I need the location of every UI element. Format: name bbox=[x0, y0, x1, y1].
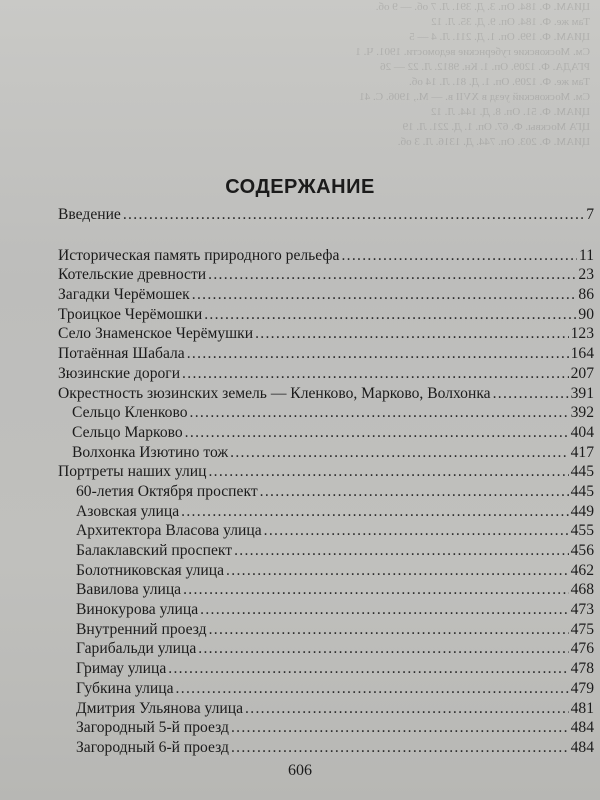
dot-leader bbox=[230, 443, 568, 463]
dot-leader bbox=[226, 561, 569, 581]
toc-entry bbox=[58, 541, 594, 561]
dot-leader bbox=[341, 246, 577, 266]
toc-entry bbox=[58, 364, 594, 384]
dot-leader bbox=[198, 639, 568, 659]
toc-entry-page: 392 bbox=[570, 404, 594, 422]
toc-entry-page: 404 bbox=[570, 423, 594, 441]
dot-leader bbox=[192, 285, 577, 305]
toc-entry-title: Загородный 6-й проезд bbox=[76, 738, 229, 756]
toc-entry-page: 478 bbox=[570, 660, 594, 678]
toc-entry-page: 455 bbox=[570, 522, 594, 540]
toc-entry bbox=[58, 482, 594, 502]
toc-entry-title: Загородный 5-й проезд bbox=[76, 719, 229, 737]
dot-leader bbox=[231, 738, 569, 758]
toc-entry-title: Гарибальди улица bbox=[76, 640, 197, 658]
dot-leader bbox=[181, 502, 568, 522]
dot-leader bbox=[183, 580, 569, 600]
toc-entry-title: Котельские древности bbox=[58, 266, 207, 284]
toc-entry-page: 481 bbox=[570, 699, 594, 717]
toc-entry-title: Архитектора Власова улица bbox=[76, 522, 262, 540]
toc-entry bbox=[58, 502, 594, 522]
toc-entry bbox=[58, 718, 594, 738]
toc-entry bbox=[58, 423, 594, 443]
dot-leader bbox=[245, 699, 569, 719]
toc-entry bbox=[58, 305, 594, 325]
toc-entry-page: 23 bbox=[578, 266, 594, 284]
toc-entry bbox=[58, 699, 594, 719]
table-of-contents bbox=[58, 205, 594, 758]
toc-entry bbox=[58, 403, 594, 423]
dot-leader bbox=[200, 600, 568, 620]
toc-entry-title: Историческая память природного рельефа bbox=[58, 246, 340, 264]
page-title: СОДЕРЖАНИЕ bbox=[225, 176, 375, 199]
toc-entry bbox=[58, 344, 594, 364]
toc-entry-title: Сельцо Кленково bbox=[72, 404, 188, 422]
show-through-text: ЦИАМ. Ф. 184. Оп. 3. Д. 391. Л. 7 об. — 9 об. Там же. Ф. 184. Оп. 9. Д. 35. Л. 12 ЦИАМ. Ф. 199. Оп. 1. Д. 211. Л. 4 — 5 См. Московские губернские ведомости. 1901. Ч. 1 РГАДА. Ф. 1209. Оп. 1. Кн. 9812. Л. 22 — 26 Там же. Ф. 1209. Оп. 1. Д. 81. Л. 14 об. См. Московский уезд в XVII в. — М., 1906. С. 41 ЦИАМ. Ф. 51. Оп. 8. Д. 144. Л. 12 ЦГА Москвы. Ф. 67. Оп. 1. Д. 221. Л. 19 ЦИАМ. Ф. 203. Оп. 744. Д. 1316. Л. 3 об. bbox=[355, 1, 590, 148]
dot-leader bbox=[231, 718, 569, 738]
toc-entry-title: Дмитрия Ульянова улица bbox=[76, 699, 244, 717]
dot-leader bbox=[255, 324, 569, 344]
toc-entry-page: 476 bbox=[570, 640, 594, 658]
toc-entry-page: 123 bbox=[570, 325, 594, 343]
toc-entry-page: 417 bbox=[570, 443, 594, 461]
toc-entry bbox=[58, 580, 594, 600]
toc-entry-title: 60-летия Октября проспект bbox=[76, 482, 258, 500]
toc-entry-page: 473 bbox=[570, 601, 594, 619]
toc-entry bbox=[58, 384, 594, 404]
toc-entry-page: 456 bbox=[570, 542, 594, 559]
toc-entry-title: Винокурова улица bbox=[76, 601, 199, 619]
dot-leader bbox=[208, 462, 568, 482]
toc-entry-page: 475 bbox=[570, 620, 594, 638]
toc-entry bbox=[58, 659, 594, 679]
toc-entry-title: Введение bbox=[58, 206, 121, 223]
toc-entry-title: Загадки Черёмошек bbox=[58, 286, 190, 304]
dot-leader bbox=[493, 384, 569, 404]
toc-entry bbox=[58, 639, 594, 659]
toc-entry bbox=[58, 265, 594, 285]
toc-entry-title: Гримау улица bbox=[76, 660, 167, 678]
toc-entry bbox=[58, 521, 594, 541]
toc-entry-page: 391 bbox=[570, 384, 594, 402]
toc-entry-title: Потаённая Шабала bbox=[58, 345, 185, 363]
toc-entry bbox=[58, 324, 594, 344]
toc-entry bbox=[58, 561, 594, 581]
toc-entry-page: 90 bbox=[578, 305, 594, 323]
toc-entry bbox=[58, 620, 594, 640]
dot-leader bbox=[182, 364, 569, 384]
dot-leader bbox=[190, 403, 569, 423]
dot-leader bbox=[209, 620, 569, 640]
toc-entry-page: 449 bbox=[570, 502, 594, 520]
toc-entry bbox=[58, 738, 594, 758]
toc-entry-page: 11 bbox=[578, 246, 594, 264]
toc-entry-title: Болотниковская улица bbox=[76, 561, 225, 579]
toc-entry bbox=[58, 462, 594, 482]
toc-entry bbox=[58, 246, 594, 266]
toc-entry-page: 462 bbox=[570, 561, 594, 579]
toc-entry bbox=[58, 443, 594, 463]
toc-entry-title: Губкина улица bbox=[76, 679, 174, 697]
toc-entry-page: 468 bbox=[570, 581, 594, 599]
dot-leader bbox=[260, 482, 569, 502]
dot-leader bbox=[168, 659, 568, 679]
toc-entry bbox=[58, 285, 594, 305]
toc-entry-title: Внутренний проезд bbox=[76, 620, 207, 638]
dot-leader bbox=[176, 679, 569, 699]
toc-entry-page: 86 bbox=[578, 286, 594, 304]
toc-entry-page: 479 bbox=[570, 679, 594, 697]
toc-entry-page: 207 bbox=[570, 364, 594, 382]
page-number: 606 bbox=[288, 762, 312, 779]
toc-entry-page: 164 bbox=[570, 345, 594, 363]
toc-entry-title: Троицкое Черёмошки bbox=[58, 305, 203, 323]
toc-entry-page: 7 bbox=[586, 206, 594, 223]
toc-entry-title: Сельцо Марково bbox=[72, 423, 183, 441]
toc-entry-page: 484 bbox=[570, 738, 594, 756]
toc-entry bbox=[58, 679, 594, 699]
toc-entry-title: Окрестность зюзинских земель — Кленково, Марково, Волхонка bbox=[58, 384, 491, 402]
toc-entry bbox=[58, 205, 594, 225]
toc-entry-title: Портреты наших улиц bbox=[58, 463, 207, 481]
dot-leader bbox=[187, 344, 569, 364]
toc-entry-page: 445 bbox=[570, 482, 594, 500]
toc-entry-title: Азовская улица bbox=[76, 502, 180, 520]
toc-entry-page: 445 bbox=[570, 463, 594, 481]
toc-entry-title: Зюзинские дороги bbox=[58, 364, 181, 382]
dot-leader bbox=[208, 265, 576, 285]
toc-entry-title: Вавилова улица bbox=[76, 581, 182, 599]
dot-leader bbox=[123, 205, 584, 225]
dot-leader bbox=[204, 305, 576, 325]
dot-leader bbox=[264, 521, 569, 541]
dot-leader bbox=[234, 541, 569, 561]
toc-entry bbox=[58, 600, 594, 620]
dot-leader bbox=[185, 423, 569, 443]
toc-entry-title: Волхонка Изютино тож bbox=[72, 443, 229, 461]
toc-entry-page: 484 bbox=[570, 719, 594, 737]
toc-entry-title: Балаклавский проспект bbox=[76, 542, 233, 559]
toc-entry-title: Село Знаменское Черёмушки bbox=[58, 325, 254, 343]
